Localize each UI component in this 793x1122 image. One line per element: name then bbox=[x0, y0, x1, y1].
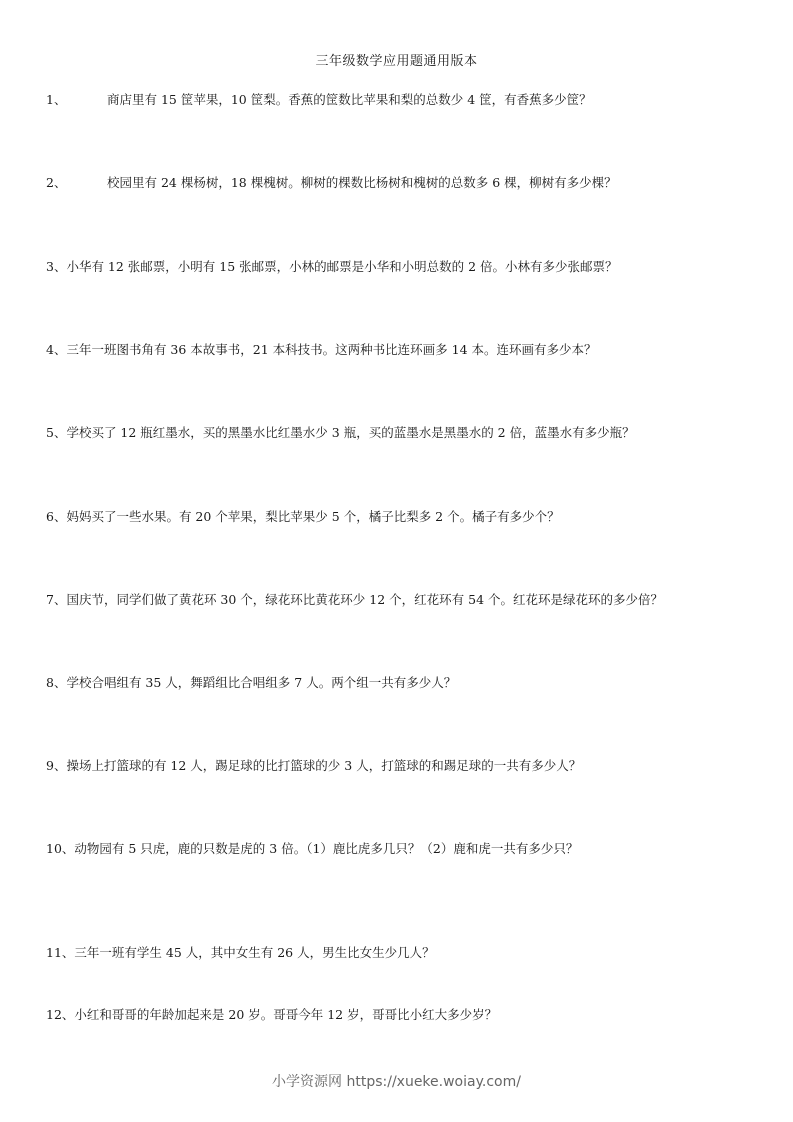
question-12 bbox=[46, 1007, 773, 1023]
question-9 bbox=[46, 758, 773, 774]
question-number: 6、 bbox=[46, 509, 67, 524]
question-text: 学校合唱组有 35 人，舞蹈组比合唱组多 7 人。两个组一共有多少人？ bbox=[66, 675, 457, 690]
question-text: 小华有 12 张邮票，小明有 15 张邮票，小林的邮票是小华和小明总数的 2 倍。小林有多少张邮票？ bbox=[66, 259, 618, 274]
footer-watermark: 小学资源网 https://xueke.woiay.com/ bbox=[272, 1074, 521, 1090]
question-text: 妈妈买了一些水果。有 20 个苹果，梨比苹果少 5 个，橘子比梨多 2 个。橘子有多少个？ bbox=[66, 509, 560, 524]
question-10 bbox=[46, 841, 773, 857]
question-text: 小红和哥哥的年龄加起来是 20 岁。哥哥今年 12 岁，哥哥比小红大多少岁？ bbox=[74, 1007, 498, 1022]
question-number: 5、 bbox=[46, 425, 67, 440]
question-8 bbox=[46, 675, 773, 691]
question-number: 4、 bbox=[46, 342, 67, 357]
question-2 bbox=[46, 175, 773, 191]
question-number: 12、 bbox=[46, 1007, 75, 1022]
question-number: 10、 bbox=[46, 841, 75, 856]
page-title: 三年级数学应用题通用版本 bbox=[315, 54, 478, 69]
question-1 bbox=[46, 92, 773, 108]
question-number: 1、 bbox=[46, 92, 67, 107]
question-text: 国庆节，同学们做了黄花环 30 个，绿花环比黄花环少 12 个，红花环有 54 个。红花环是绿花环的多少倍？ bbox=[66, 592, 664, 607]
question-7 bbox=[46, 592, 773, 608]
question-text: 校园里有 24 棵杨树，18 棵槐树。柳树的棵数比杨树和槐树的总数多 6 棵，柳树有多少棵？ bbox=[107, 175, 617, 190]
question-number: 3、 bbox=[46, 259, 67, 274]
question-text: 操场上打篮球的有 12 人，踢足球的比打篮球的少 3 人，打篮球的和踢足球的一共有多少人？ bbox=[66, 758, 582, 773]
question-number: 2、 bbox=[46, 175, 67, 190]
question-4 bbox=[46, 342, 773, 358]
question-text: 三年一班图书角有 36 本故事书，21 本科技书。这两种书比连环画多 14 本。连环画有多少本？ bbox=[66, 342, 597, 357]
question-6 bbox=[46, 509, 773, 525]
question-text: 动物园有 5 只虎，鹿的只数是虎的 3 倍。（1）鹿比虎多几只？（2）鹿和虎一共有多少只？ bbox=[74, 841, 579, 856]
question-number: 11、 bbox=[46, 945, 75, 960]
question-number: 8、 bbox=[46, 675, 67, 690]
question-3 bbox=[46, 259, 773, 275]
question-11 bbox=[46, 945, 773, 961]
question-text: 三年一班有学生 45 人，其中女生有 26 人，男生比女生少几人？ bbox=[74, 945, 435, 960]
question-5 bbox=[46, 425, 773, 441]
question-number: 9、 bbox=[46, 758, 67, 773]
question-text: 学校买了 12 瓶红墨水，买的黑墨水比红墨水少 3 瓶，买的蓝墨水是黑墨水的 2 倍，蓝墨水有多少瓶？ bbox=[66, 425, 635, 440]
question-number: 7、 bbox=[46, 592, 67, 607]
question-text: 商店里有 15 筐苹果，10 筐梨。香蕉的筐数比苹果和梨的总数少 4 筐，有香蕉多少筐？ bbox=[107, 92, 592, 107]
